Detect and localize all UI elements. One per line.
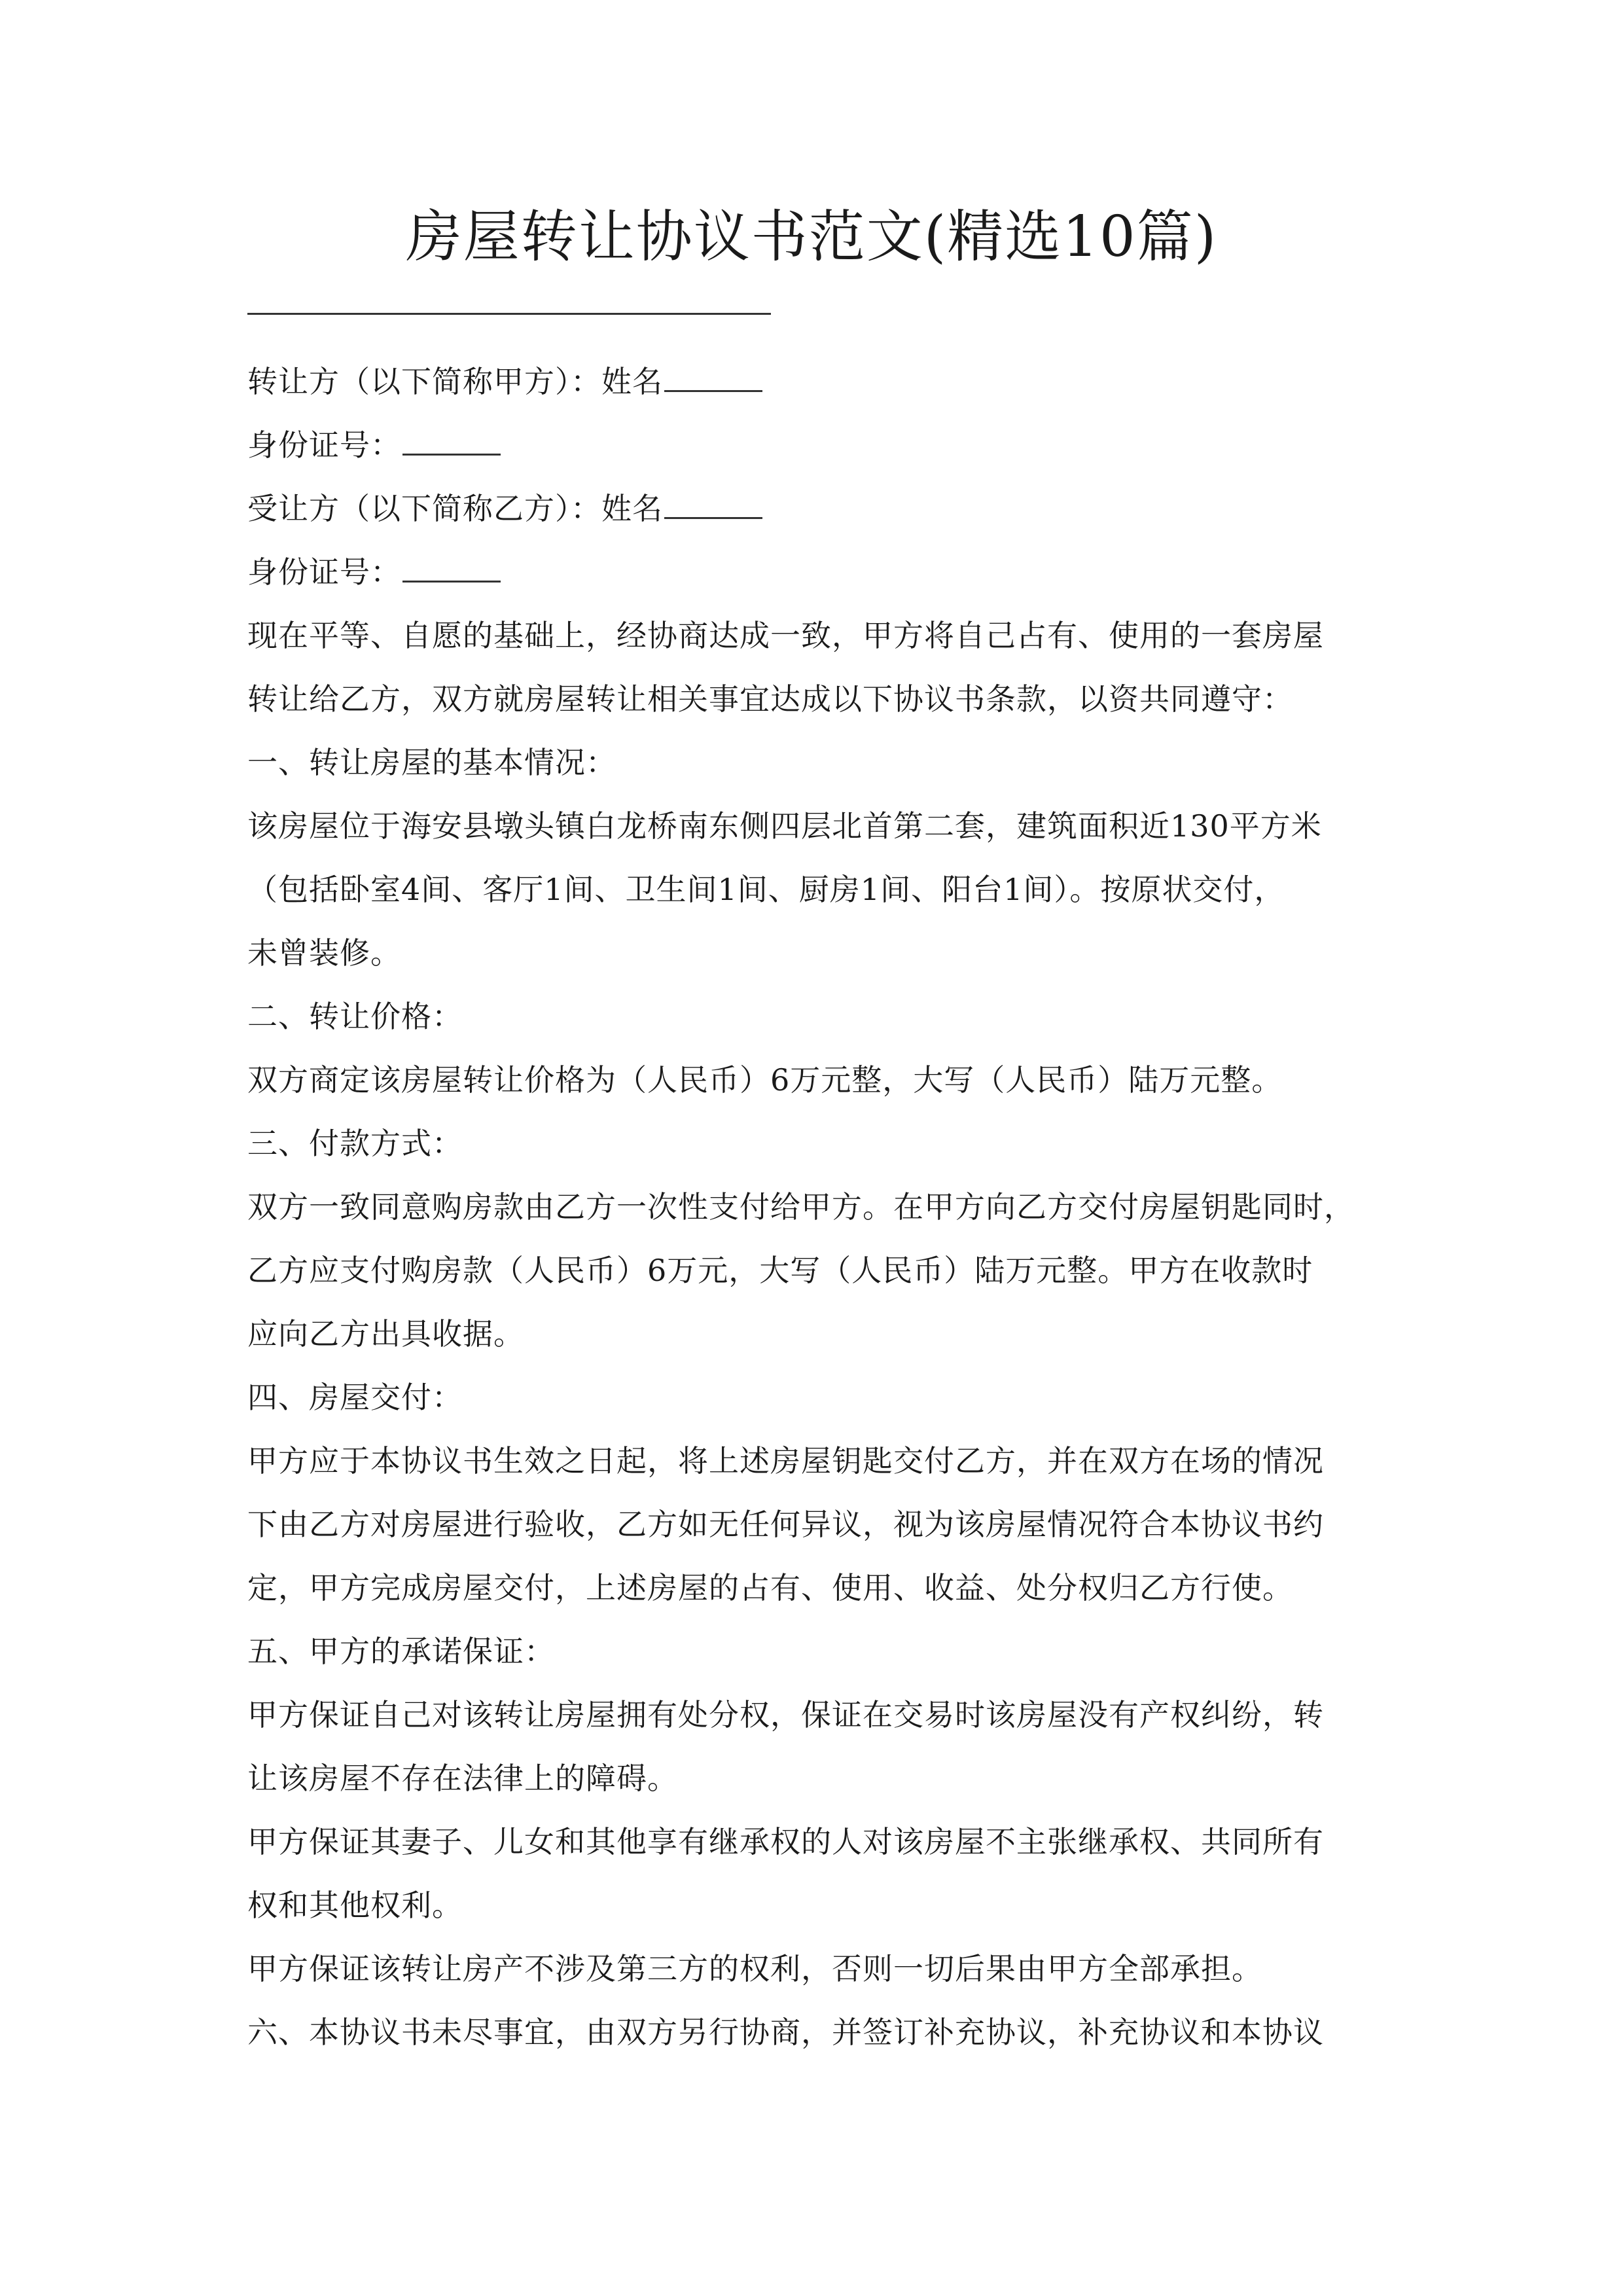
paragraph-line: 双方一致同意购房款由乙方一次性支付给甲方。在甲方向乙方交付房屋钥匙同时， bbox=[247, 1189, 1355, 1225]
paragraph-line: 权和其他权利。 bbox=[247, 1888, 463, 1923]
paragraph-line bbox=[247, 350, 1380, 414]
section-heading: 六、本协议书未尽事宜，由双方另行协商，并签订补充协议，补充协议和本协议 bbox=[247, 2015, 1324, 2050]
paragraph-line: 应向乙方出具收据。 bbox=[247, 1316, 524, 1352]
section-heading: 二、转让价格： bbox=[247, 999, 463, 1034]
paragraph-line bbox=[247, 414, 1380, 477]
title-underline bbox=[247, 313, 771, 315]
paragraph-line: 甲方保证其妻子、儿女和其他享有继承权的人对该房屋不主张继承权、共同所有 bbox=[247, 1824, 1324, 1859]
paragraph-line: （包括卧室4间、客厅1间、卫生间1间、厨房1间、阳台1间）。按原状交付， bbox=[247, 872, 1285, 907]
paragraph-line: 甲方保证该转让房产不涉及第三方的权利，否则一切后果由甲方全部承担。 bbox=[247, 1951, 1262, 1986]
paragraph-line bbox=[247, 477, 1380, 541]
transferee-name-label: 受让方（以下简称乙方）：姓名 bbox=[247, 491, 663, 526]
transferor-id-label: 身份证号： bbox=[247, 427, 401, 463]
section-heading: 四、房屋交付： bbox=[247, 1380, 463, 1415]
transferor-name-label: 转让方（以下简称甲方）：姓名 bbox=[247, 364, 663, 399]
transferee-id-label: 身份证号： bbox=[247, 554, 401, 590]
transferor-name-blank[interactable] bbox=[664, 356, 762, 392]
paragraph-line: 乙方应支付购房款（人民币）6万元，大写（人民币）陆万元整。甲方在收款时 bbox=[247, 1253, 1313, 1288]
paragraph-line bbox=[247, 541, 1380, 604]
transferee-id-blank[interactable] bbox=[402, 547, 501, 583]
paragraph-line: 未曾装修。 bbox=[247, 935, 401, 971]
section-heading: 一、转让房屋的基本情况： bbox=[247, 745, 616, 780]
transferor-id-blank[interactable] bbox=[402, 420, 501, 456]
document-body bbox=[247, 350, 1380, 2064]
paragraph-line: 甲方应于本协议书生效之日起，将上述房屋钥匙交付乙方，并在双方在场的情况 bbox=[247, 1443, 1324, 1479]
paragraph-line: 双方商定该房屋转让价格为（人民币）6万元整，大写（人民币）陆万元整。 bbox=[247, 1062, 1283, 1098]
paragraph-line: 下由乙方对房屋进行验收，乙方如无任何异议，视为该房屋情况符合本协议书约 bbox=[247, 1507, 1324, 1542]
paragraph-line: 该房屋位于海安县墩头镇白龙桥南东侧四层北首第二套，建筑面积近130平方米 bbox=[247, 808, 1322, 844]
document-title: 房屋转让协议书范文(精选10篇) bbox=[405, 204, 1218, 270]
section-heading: 三、付款方式： bbox=[247, 1126, 463, 1161]
transferee-name-blank[interactable] bbox=[664, 483, 762, 519]
paragraph-line: 让该房屋不存在法律上的障碍。 bbox=[247, 1761, 678, 1796]
paragraph-line: 现在平等、自愿的基础上，经协商达成一致，甲方将自己占有、使用的一套房屋 bbox=[247, 618, 1324, 653]
paragraph-line: 定，甲方完成房屋交付，上述房屋的占有、使用、收益、处分权归乙方行使。 bbox=[247, 1570, 1293, 1605]
section-heading: 五、甲方的承诺保证： bbox=[247, 1634, 555, 1669]
paragraph-line: 转让给乙方，双方就房屋转让相关事宜达成以下协议书条款，以资共同遵守： bbox=[247, 681, 1293, 717]
paragraph-line: 甲方保证自己对该转让房屋拥有处分权，保证在交易时该房屋没有产权纠纷，转 bbox=[247, 1697, 1324, 1732]
